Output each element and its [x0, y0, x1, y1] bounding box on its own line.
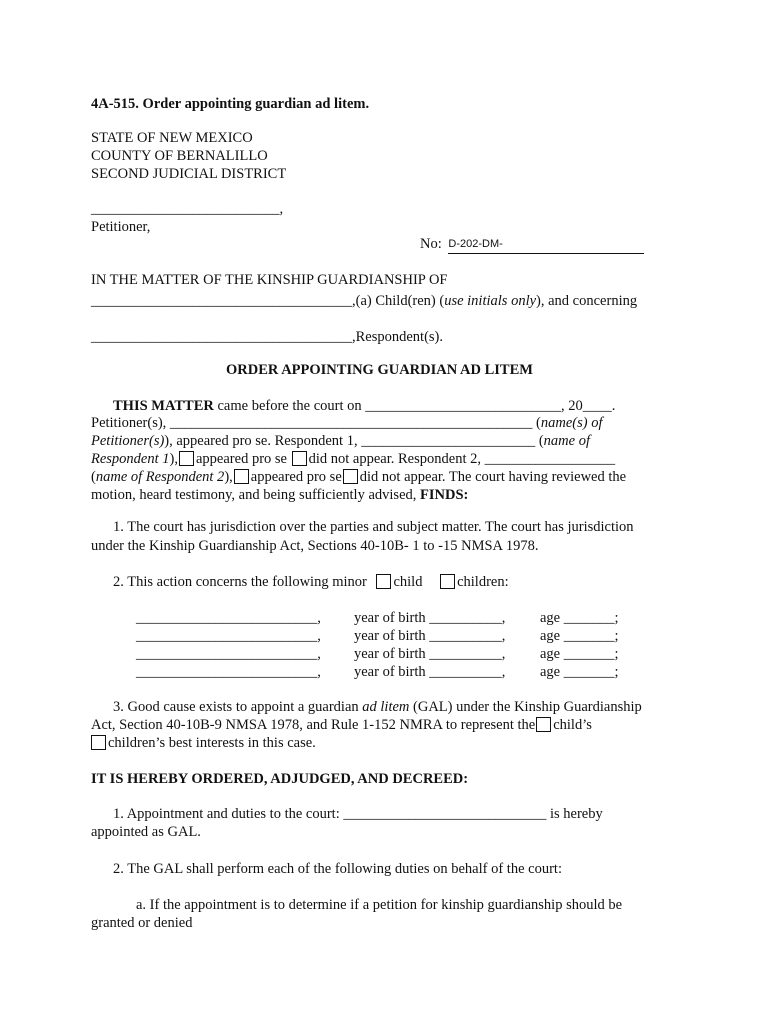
ordered-heading: IT IS HEREBY ORDERED, ADJUDGED, AND DECREED:	[91, 771, 469, 787]
child-year-of-birth[interactable]: year of birth __________,	[354, 610, 506, 626]
child-name-blank[interactable]: ____________________________________,	[91, 293, 356, 309]
intro-line-3: Petitioner(s)), appeared pro se. Respondent 1, ________________________ (name of	[91, 433, 590, 449]
petitioner-label: Petitioner,	[91, 219, 151, 235]
finding-3-line-1: 3. Good cause exists to appoint a guardian ad litem (GAL) under the Kinship Guardianship	[113, 699, 642, 715]
form-heading: 4A-515. Order appointing guardian ad litem.	[91, 96, 370, 112]
finding-1-line-2: under the Kinship Guardianship Act, Sections 40-10B- 1 to -15 NMSA 1978.	[91, 538, 539, 554]
finding-3-line-2: Act, Section 40-10B-9 NMSA 1978, and Rule 1-152 NMRA to represent the child’s	[91, 717, 592, 733]
intro-line-4: Respondent 1), appeared pro se did not appear. Respondent 2, __________________	[91, 451, 616, 467]
child-name-blank[interactable]: _________________________,	[136, 646, 321, 662]
child-age[interactable]: age _______;	[540, 628, 619, 644]
case-number-label: No:	[420, 236, 442, 252]
represent-child-checkbox[interactable]	[536, 717, 551, 732]
order-2a-line-2: granted or denied	[91, 915, 193, 931]
represent-children-checkbox[interactable]	[91, 735, 106, 750]
child-age[interactable]: age _______;	[540, 610, 619, 626]
matter-child-line: ____________________________________,(a) Child(ren) (use initials only), and concerning	[91, 293, 638, 309]
order-1-line-1: 1. Appointment and duties to the court: ____________________________ is hereby	[113, 806, 603, 822]
respondent1-not-appeared-checkbox[interactable]	[292, 451, 307, 466]
child-age[interactable]: age _______;	[540, 664, 619, 680]
intro-line-6: motion, heard testimony, and being sufficiently advised, FINDS:	[91, 487, 469, 503]
court-state: STATE OF NEW MEXICO	[91, 130, 253, 146]
minor-children-checkbox[interactable]	[440, 574, 455, 589]
intro-line-5: (name of Respondent 2), appeared pro se did not appear. The court having reviewed the	[91, 469, 627, 485]
child-name-blank[interactable]: _________________________,	[136, 610, 321, 626]
court-county: COUNTY OF BERNALILLO	[91, 148, 268, 164]
matter-respondent-line: ____________________________________,Respondent(s).	[91, 329, 444, 345]
order-1-line-2: appointed as GAL.	[91, 824, 201, 840]
order-title: ORDER APPOINTING GUARDIAN AD LITEM	[226, 362, 533, 378]
order-2: 2. The GAL shall perform each of the following duties on behalf of the court:	[113, 861, 562, 877]
respondent1-appeared-checkbox[interactable]	[179, 451, 194, 466]
child-age[interactable]: age _______;	[540, 646, 619, 662]
respondent-blank[interactable]: ____________________________________,	[91, 329, 356, 345]
case-number-field[interactable]	[448, 234, 644, 254]
child-name-blank[interactable]: _________________________,	[136, 664, 321, 680]
finding-2-lead: 2. This action concerns the following minor child children:	[113, 574, 509, 590]
respondent2-not-appeared-checkbox[interactable]	[343, 469, 358, 484]
order-2a-line-1: a. If the appointment is to determine if a petition for kinship guardianship should be	[136, 897, 623, 913]
intro-line-1: THIS MATTER came before the court on ___________________________, 20____.	[113, 398, 616, 414]
case-number-value: D-202-DM-	[448, 238, 503, 250]
court-district: SECOND JUDICIAL DISTRICT	[91, 166, 287, 182]
respondent2-appeared-checkbox[interactable]	[234, 469, 249, 484]
petitioner-blank[interactable]: __________________________,	[91, 201, 284, 217]
child-year-of-birth[interactable]: year of birth __________,	[354, 628, 506, 644]
matter-heading: IN THE MATTER OF THE KINSHIP GUARDIANSHIP OF	[91, 272, 448, 288]
minor-child-checkbox[interactable]	[376, 574, 391, 589]
child-year-of-birth[interactable]: year of birth __________,	[354, 664, 506, 680]
child-year-of-birth[interactable]: year of birth __________,	[354, 646, 506, 662]
intro-line-2: Petitioner(s), __________________________________________________ (name(s) of	[91, 415, 603, 431]
child-name-blank[interactable]: _________________________,	[136, 628, 321, 644]
case-number	[420, 235, 644, 255]
finding-1-line-1: 1. The court has jurisdiction over the parties and subject matter. The court has jurisdiction	[113, 519, 634, 535]
finding-3-line-3: children’s best interests in this case.	[91, 734, 316, 752]
